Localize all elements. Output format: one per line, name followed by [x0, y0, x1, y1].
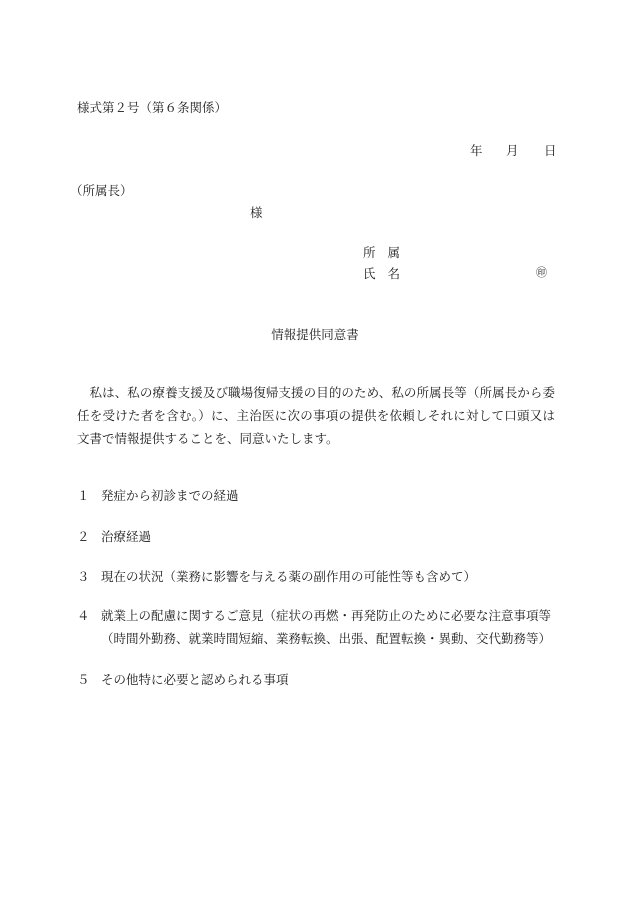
date-line	[470, 141, 557, 159]
list-item	[77, 525, 561, 548]
addressee-honorific: 様	[250, 205, 263, 220]
date-month-label: 月	[506, 143, 519, 158]
list-item	[77, 604, 561, 650]
item-text: 現在の状況（業務に影響を与える薬の副作用の可能性等も含めて）	[101, 569, 477, 584]
item-text: 就業上の配慮に関するご意見（症状の再燃・再発防止のために必要な注意事項等（時間外勤務、就業時間短縮、業務転換、出張、配置転換・異動、交代勤務等）	[101, 608, 552, 646]
addressee-title: （所属長）	[70, 183, 133, 198]
item-text: その他特に必要と認められる事項	[101, 672, 289, 687]
item-number: ４	[77, 608, 90, 623]
affiliation-label: 所属	[363, 245, 413, 260]
item-text: 発症から初診までの経過	[101, 488, 239, 503]
item-number: ３	[77, 569, 90, 584]
item-number: ５	[77, 672, 90, 687]
list-item	[77, 565, 561, 588]
item-number: ２	[77, 529, 90, 544]
form-number: 様式第２号（第６条関係）	[77, 100, 228, 115]
date-year-label: 年	[470, 143, 483, 158]
name-label: 氏名	[363, 266, 413, 281]
item-number: １	[77, 488, 90, 503]
document-title: 情報提供同意書	[271, 327, 359, 342]
list-item	[77, 668, 561, 691]
date-day-label: 日	[544, 143, 557, 158]
list-item	[77, 484, 561, 507]
consent-body: 私は、私の療養支援及び職場復帰支援の目的のため、私の所属長等（所属長から委任を受けた者を含む。）に、主治医に次の事項の提供を依頼しそれに対して口頭又は文書で情報提供することを、同意いたします。	[77, 385, 555, 446]
seal-mark: ㊞	[536, 266, 547, 279]
item-text: 治療経過	[101, 529, 152, 544]
